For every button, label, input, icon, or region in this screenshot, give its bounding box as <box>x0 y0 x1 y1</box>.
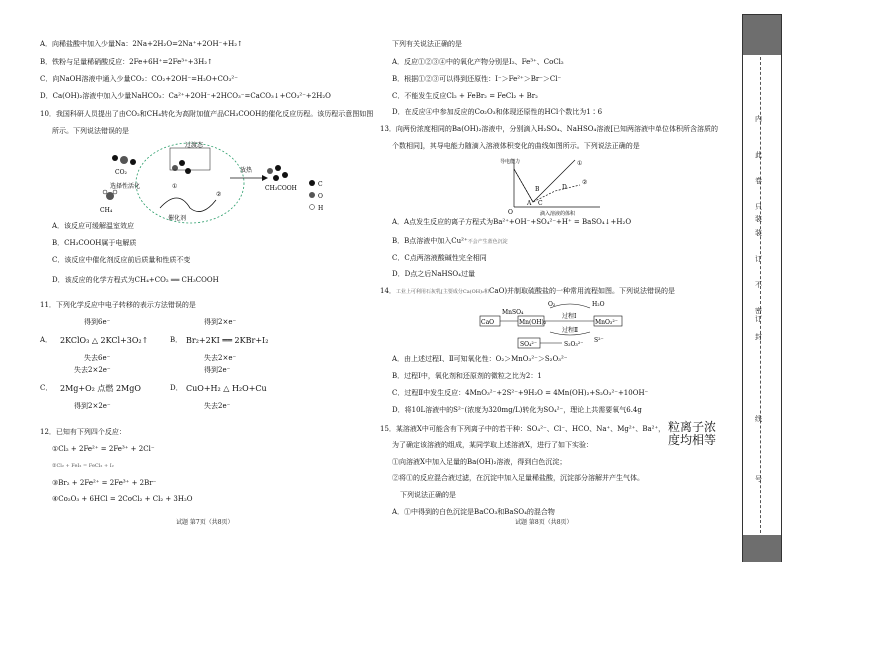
q13-option-a: A．A点发生反应的离子方程式为Ba²⁺+OH⁻+SO₄²⁻+H⁺ = BaSO₄↓+H₂O <box>392 218 632 226</box>
node-s2o3: S₂O₃²⁻ <box>564 341 584 348</box>
point-d: D <box>562 184 567 191</box>
q15-step-1: ①向溶液X中加入足量的Ba(OH)₂溶液，得到白色沉淀； <box>392 458 567 466</box>
node-mnso4: MnSO₄ <box>502 309 524 316</box>
q11-option-c: C． 失去2×2e⁻ 2Mg+O₂ 点燃 2MgO 得到2×2e⁻ <box>40 366 141 410</box>
sidebar-mark-1: 内 <box>755 115 762 123</box>
q14-stem: 14．工业上可利用石灰乳[主要成分Ca(OH)₂和CaO)并制取硫酸盐的一种常用流程如图。下列说法错误的是 <box>380 287 676 295</box>
q10-option-c: C．该反应中催化剂反应前后质量和性质不变 <box>52 256 191 264</box>
node-cao: CaO <box>481 319 495 326</box>
q14-option-c: C．过程Ⅱ中发生反应：4MnO₃²⁻+2S²⁻+9H₂O = 4Mn(OH)₂+S₂O₃²⁻+10OH⁻ <box>392 389 649 397</box>
q13-option-c: C．C点两溶液酸碱性完全相同 <box>392 254 487 262</box>
q9-option-c: C．向NaOH溶液中通入少量CO₂：CO₂+2OH⁻=H₂O+CO₃²⁻ <box>40 75 238 83</box>
q15-step-2: ②将①的反应混合液过滤，在沉淀中加入足量稀盐酸，沉淀部分溶解并产生气体。 <box>392 474 644 482</box>
binding-line <box>760 57 761 533</box>
q13-option-d: D．D点之后NaHSO₄过量 <box>392 270 475 278</box>
binding-sidebar <box>742 14 782 562</box>
q15-stem-line1: 15．某溶液X中可能含有下列离子中的若干种：SO₄²⁻、Cl⁻、HCO、Na⁺、Mg²⁺、Ba²⁺， <box>380 425 666 433</box>
sidebar-mark-2: 装 <box>755 215 762 223</box>
page-footer-left: 试题 第7页（共8页） <box>176 519 234 526</box>
node-h2o: H₂O <box>592 301 605 308</box>
legend-h: H <box>318 205 324 212</box>
q12-option-a: A．反应①②③④中的氧化产物分别是I₂、Fe³⁺、CoCl₂ <box>392 58 564 66</box>
sidebar-char-1: 此 <box>755 151 762 159</box>
q10-option-a: A．该反应可缓解温室效应 <box>52 222 135 230</box>
node-s2: S²⁻ <box>594 337 604 344</box>
q9-option-b: B．铁粉与足量稀硝酸反应：2Fe+6H⁺=2Fe³⁺+3H₂↑ <box>40 58 213 66</box>
q13-option-b: B．B点溶液中加入Cu²⁺不会产生蓝色沉淀 <box>392 237 508 245</box>
q10-option-b: B．CH₃COOH属于电解质 <box>52 239 137 247</box>
ch3cooh-label: CH₃COOH <box>265 185 297 192</box>
sidebar-char-5: 订 <box>755 255 762 263</box>
sidebar-mark-4: 线 <box>755 415 762 423</box>
curve-2: ② <box>582 179 588 186</box>
q14-option-b: B．过程Ⅰ中，氧化剂和还原剂的微粒之比为2：1 <box>392 372 542 380</box>
q14-option-d: D．将10L溶液中的S²⁻(浓度为320mg/L)转化为SO₄²⁻，理论上共需要氧气6.4g <box>392 406 642 414</box>
page-footer-right: 试题 第8页（共8页） <box>515 519 573 526</box>
q12-option-d: D．在反应④中参加反应的Co₂O₃和体现还原性的HCl个数比为1∶6 <box>392 108 603 116</box>
curve-1: ① <box>577 160 583 167</box>
y-axis-label: 导电能力 <box>500 159 521 165</box>
sidebar-gray-top <box>743 15 781 55</box>
q13-stem-line2: 个数相同]，其导电能力随滴入溶液体积变化的曲线如图所示。下列说法正确的是 <box>392 142 640 150</box>
node-mno3: MnO₃²⁻ <box>595 319 618 326</box>
sidebar-char-7: 密 <box>755 307 762 315</box>
point-c: C <box>538 200 543 207</box>
sidebar-char-6: 不 <box>755 281 762 289</box>
q9-option-d: D．Ca(OH)₂溶液中加入少量NaHCO₃：Ca²⁺+2OH⁻+2HCO₃⁻=CaCO₃↓+CO₃²⁻+2H₂O <box>40 92 331 100</box>
q14-option-a: A．由上述过程Ⅰ、Ⅱ可知氧化性：O₂＞MnO₃²⁻＞S₂O₃²⁻ <box>392 355 568 363</box>
q11-stem: 11．下列化学反应中电子转移的表示方法错误的是 <box>40 301 196 309</box>
q12-reaction-1: ①Cl₂ + 2Fe²⁺ = 2Fe³⁺ + 2Cl⁻ <box>52 445 155 453</box>
q13-stem-line1: 13．向两份浓度相同的Ba(OH)₂溶液中，分别滴入H₂SO₄、NaHSO₄溶液[已知两溶液中单位体积所含溶质的 <box>380 125 719 133</box>
sidebar-char-4: 装 <box>755 229 762 237</box>
step2-label: ② <box>216 191 222 198</box>
q12-reaction-4: ④Co₂O₃ + 6HCl = 2CoCl₂ + Cl₂ + 3H₂O <box>52 495 193 503</box>
sidebar-mark-5: 号 <box>755 475 762 483</box>
co2-label: CO₂ <box>115 169 127 176</box>
sidebar-char-8: 封 <box>755 333 762 341</box>
node-mnoh2: Mn(OH)₂ <box>519 319 547 326</box>
ch4-label: CH₄ <box>100 207 113 214</box>
q11-option-a: A． 得到6e⁻ 2KClO₃ △ 2KCl+3O₂↑ 失去6e⁻ <box>40 318 149 362</box>
legend-c: C <box>318 181 323 188</box>
q10-option-d: D．该反应的化学方程式为CH₄+CO₂ ══ CH₃COOH <box>52 276 219 284</box>
node-o2: O₂ <box>548 301 556 308</box>
q12-stem: 12．已知有下列四个反应： <box>40 428 126 436</box>
exothermic-label: 放热 <box>240 167 253 174</box>
q14-process-diagram <box>478 298 638 350</box>
q10-stem-line2: 所示。下列说法错误的是 <box>52 127 129 135</box>
catalyst-label: 催化剂 <box>168 215 187 222</box>
sidebar-mark-3: 订 <box>755 315 762 323</box>
sidebar-char-2: 卷 <box>755 177 762 185</box>
transition-state-label: 过渡态 <box>185 142 204 149</box>
process-1-label: 过程Ⅰ <box>562 313 577 320</box>
legend-o: O <box>318 193 323 200</box>
q12-reaction-2: ②Cl₂ + FeI₂ = FeCl₂ + I₂ <box>52 463 114 469</box>
sidebar-char-3: 只 <box>755 203 762 211</box>
q12-option-b: B．根据①②③可以得到还原性：I⁻＞Fe²⁺＞Br⁻＞Cl⁻ <box>392 75 562 83</box>
q9-option-a: A．向稀盐酸中加入少量Na：2Na+2H₂O=2Na⁺+2OH⁻+H₂↑ <box>40 40 243 48</box>
origin: O <box>508 209 513 216</box>
sidebar-gray-bottom <box>743 535 781 562</box>
q15-overlay-text: 粒离子浓度均相等 <box>668 420 717 447</box>
step1-label: ① <box>172 183 178 190</box>
q11-option-d: D． 得到2e⁻ CuO+H₂ △ H₂O+Cu 失去2e⁻ <box>170 366 267 410</box>
q12-question: 下列有关说法正确的是 <box>392 40 462 48</box>
q10-reaction-diagram <box>90 138 350 228</box>
q10-stem-line1: 10．我国科研人员提出了由CO₂和CH₄转化为高附加值产品CH₃COOH的催化反应历程。该历程示意图如图 <box>40 110 374 118</box>
q12-option-c: C．不能发生反应Cl₂ + FeBr₂ = FeCl₂ + Br₂ <box>392 92 538 100</box>
selective-activation-label: 选择性活化 <box>110 183 141 190</box>
q12-reaction-3: ③Br₂ + 2Fe²⁺ = 2Fe³⁺ + 2Br⁻ <box>52 479 157 487</box>
process-2-label: 过程Ⅱ <box>562 327 579 334</box>
node-so4: SO₄²⁻ <box>520 341 538 348</box>
q13-conductivity-chart <box>500 155 610 220</box>
q11-option-b: B． 得到2×e⁻ Br₂+2KI ══ 2KBr+I₂ 失去2×e⁻ <box>170 318 269 362</box>
q15-option-a: A．①中得到的白色沉淀是BaCO₃和BaSO₄的混合物 <box>392 508 555 516</box>
x-axis-label: 滴入溶液的体积 <box>540 211 576 217</box>
point-b: B <box>535 186 540 193</box>
point-a: A <box>527 200 532 207</box>
q15-stem-line2: 为了确定该溶液的组成，某同学取上述溶液X，进行了如下实验： <box>392 441 593 449</box>
q15-question: 下列说法正确的是 <box>400 491 456 499</box>
